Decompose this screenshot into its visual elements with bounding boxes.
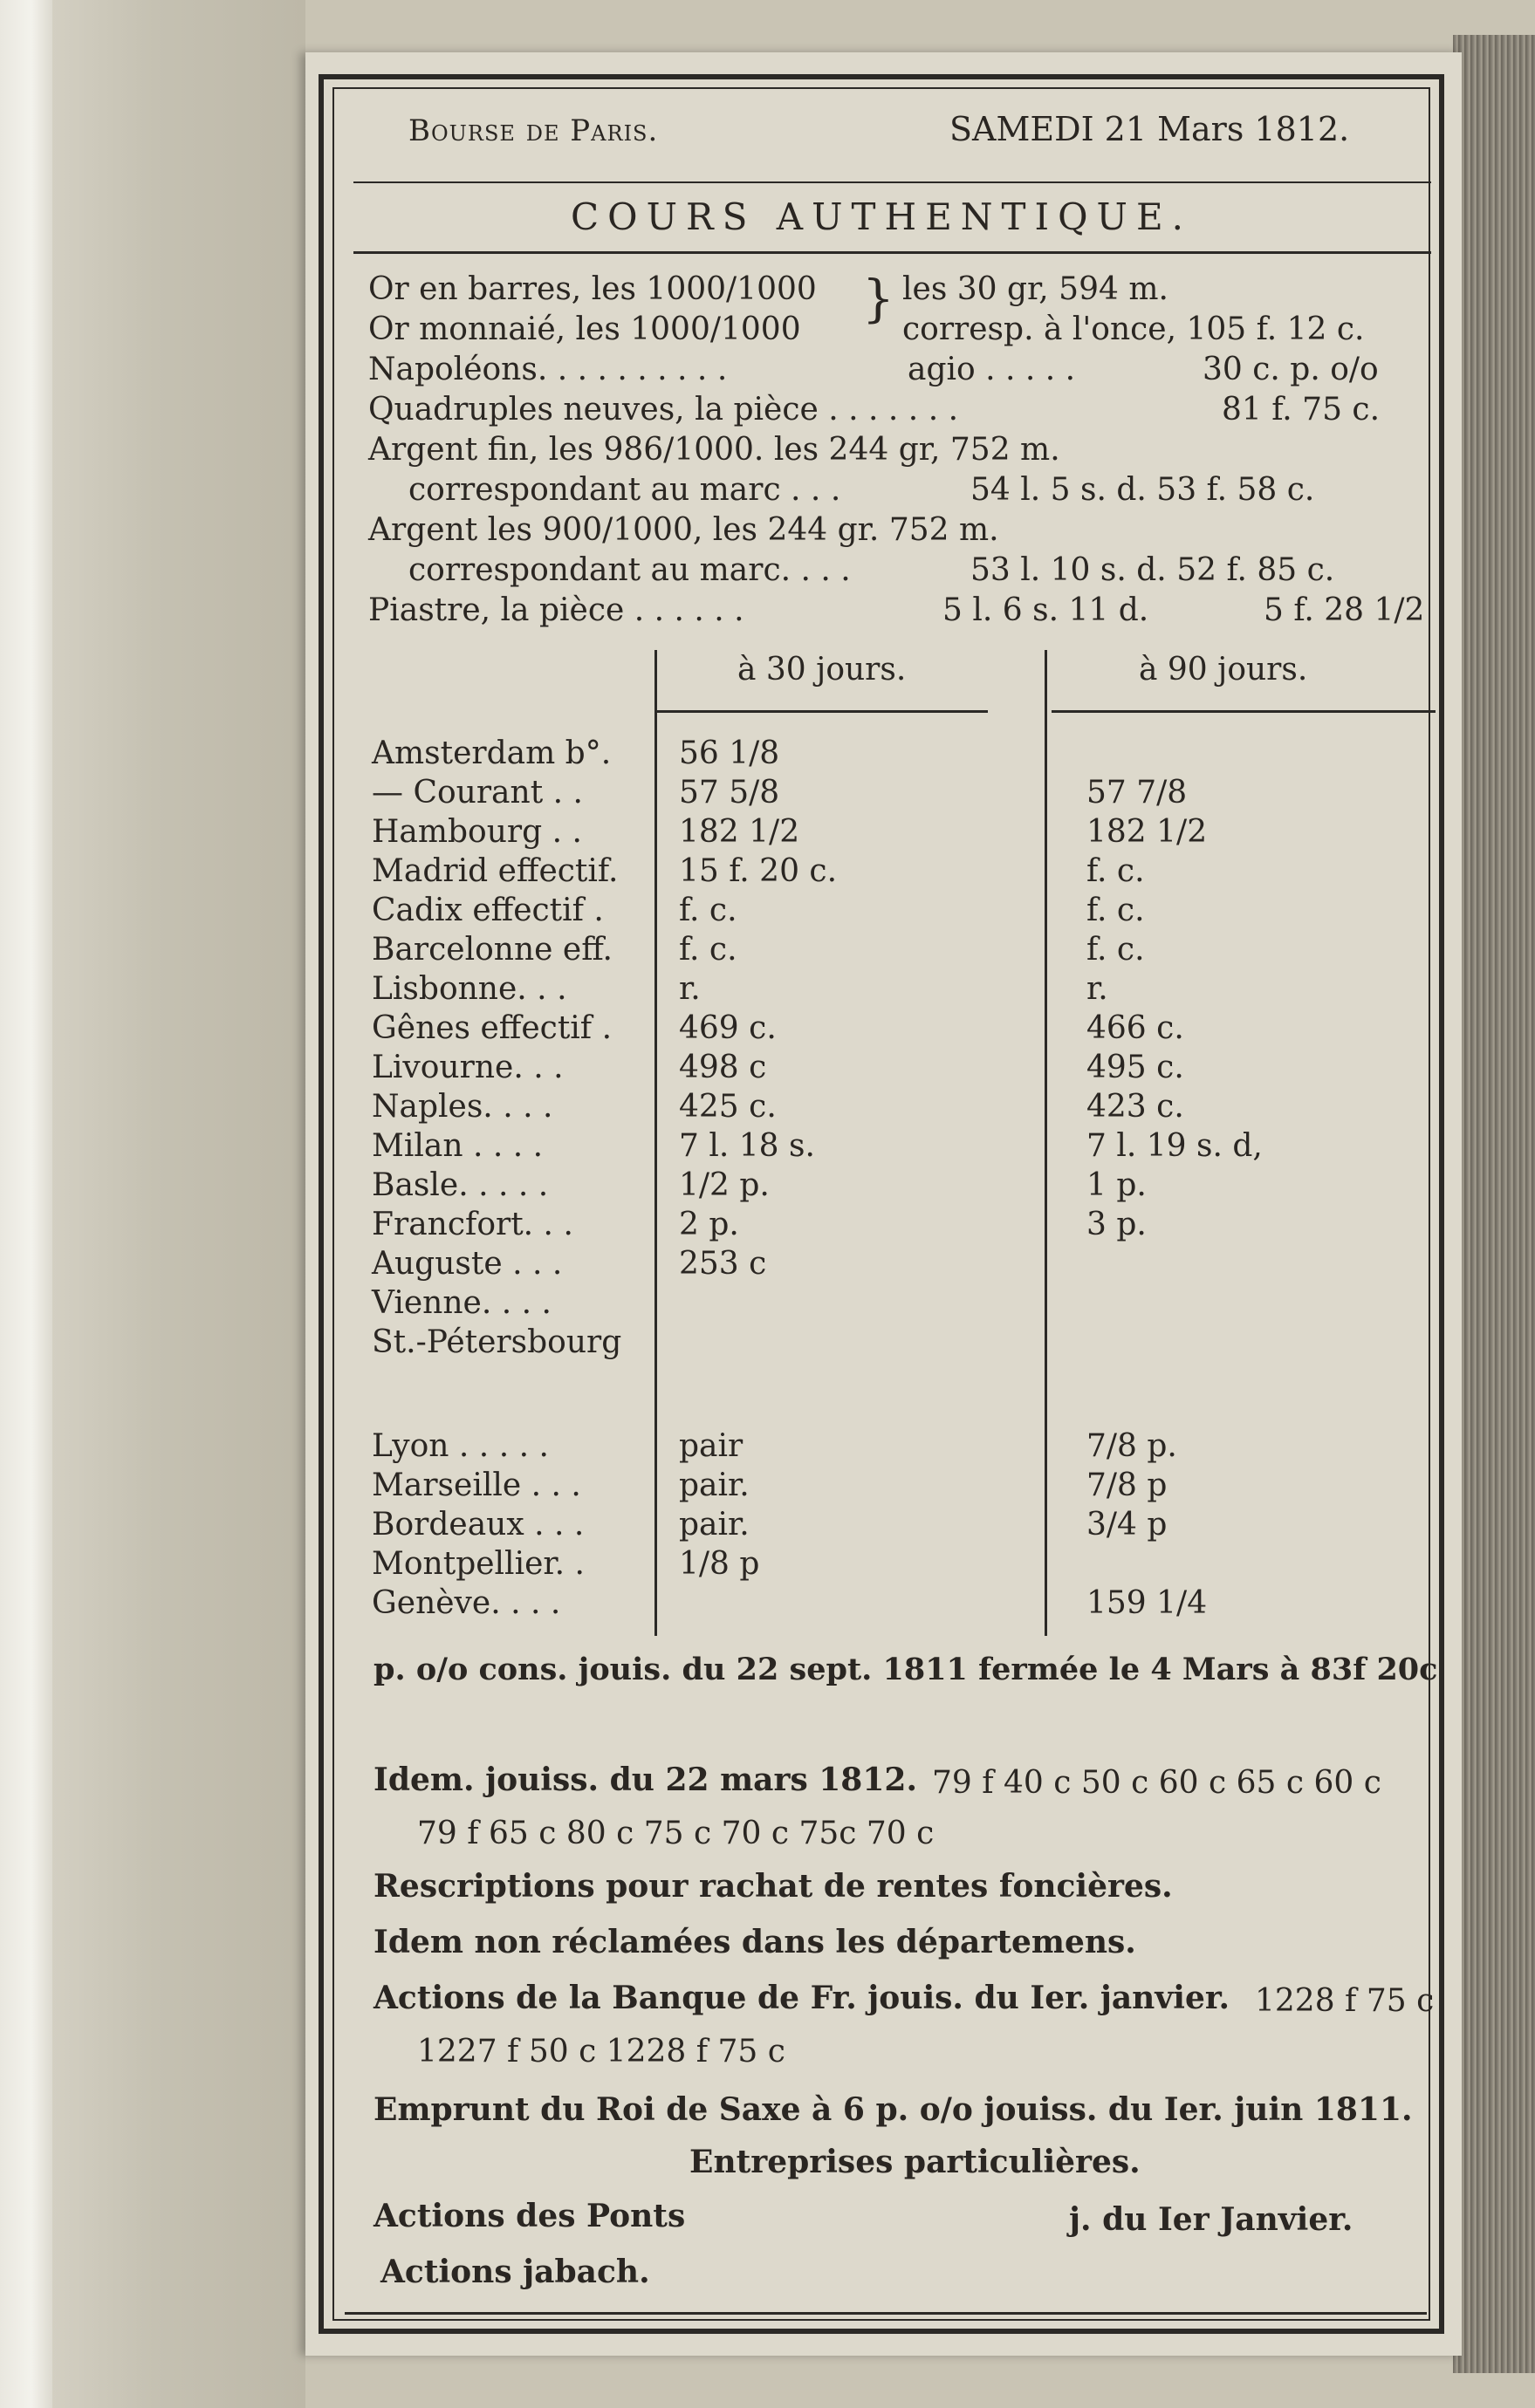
exchange-30-days: f. c. [679,932,737,968]
page-edges [1453,35,1535,2373]
exchange-30-days: 7 l. 18 s. [679,1128,815,1164]
col-30-header: à 30 jours. [737,652,907,688]
ponts-value: j. du Ier Janvier. [1069,2201,1353,2238]
exchange-place: Auguste . . . [372,1246,563,1282]
col-90-rule [1052,710,1436,713]
exchange-90-days: f. c. [1086,932,1145,968]
exchange-place: Milan . . . . [372,1128,544,1164]
argent-fin-line-1: Argent fin, les 986/1000. les 244 gr, 752 m. [368,432,1060,468]
argent-value: 53 l. 10 s. d. 52 f. 85 c. [970,552,1335,588]
exchange-place: St.-Pétersbourg [372,1324,622,1360]
col-90-header: à 90 jours. [1139,652,1308,688]
idem-line-1: Idem. jouiss. du 22 mars 1812. [373,1762,917,1798]
cons-line: p. o/o cons. jouis. du 22 sept. 1811 fermée le 4 Mars à 83f 20c [373,1652,1438,1687]
page-title: COURS AUTHENTIQUE. [571,195,1192,238]
exchange-90-days: 3/4 p [1086,1507,1168,1543]
exchange-30-days: 15 f. 20 c. [679,853,838,889]
exchange-place: — Courant . . [372,775,583,811]
exchange-30-days: pair. [679,1467,750,1503]
entreprises-heading: Entreprises particulières. [689,2144,1141,2180]
bottom-rule [345,2312,1427,2315]
idem-line-1-values: 79 f 40 c 50 c 60 c 65 c 60 c [932,1765,1381,1801]
napoleons-value: 30 c. p. o/o [1203,352,1379,387]
exchange-place: Francfort. . . [372,1207,573,1242]
exchange-30-days: 425 c. [679,1089,777,1125]
exchange-place: Barcelonne eff. [372,932,613,968]
exchange-place: Montpellier. . [372,1546,585,1582]
exchange-90-days: 7/8 p. [1086,1428,1177,1464]
banque-line-2: 1227 f 50 c 1228 f 75 c [417,2034,785,2069]
exchange-place: Gênes effectif . [372,1010,613,1046]
exchange-30-days: f. c. [679,893,737,928]
exchange-place: Vienne. . . . [372,1285,552,1321]
exchange-place: Madrid effectif. [372,853,619,889]
or-barres-line: Or en barres, les 1000/1000 [368,271,817,307]
exchange-30-days: pair. [679,1507,750,1543]
col-30-rule [656,710,988,713]
exchange-30-days: 2 p. [679,1207,739,1242]
facing-page-edge [0,0,52,2408]
piastre-value: 5 f. 28 1/2 [1264,592,1425,628]
exchange-30-days: 182 1/2 [679,814,800,850]
exchange-place: Hambourg . . [372,814,582,850]
argent-fin-value: 54 l. 5 s. d. 53 f. 58 c. [970,472,1315,508]
exchange-30-days: 498 c [679,1050,767,1085]
napoleons-agio: agio . . . . . [908,352,1076,387]
quadruples-value: 81 f. 75 c. [1222,392,1381,428]
exchange-place: Amsterdam b°. [372,735,612,771]
exchange-90-days: 57 7/8 [1086,775,1188,811]
or-brace-line-2: corresp. à l'once, 105 f. 12 c. [902,311,1365,347]
argent-line-2: correspondant au marc. . . . [408,552,851,588]
napoleons-label: Napoléons. . . . . . . . . . [368,352,728,387]
exchange-90-days: 423 c. [1086,1089,1184,1125]
exchange-30-days: 1/2 p. [679,1167,770,1203]
exchange-90-days: 1 p. [1086,1167,1147,1203]
jabach-line: Actions jabach. [380,2254,650,2290]
piastre-mid: 5 l. 6 s. 11 d. [942,592,1149,628]
banque-line: Actions de la Banque de Fr. jouis. du Ier. janvier. [373,1980,1230,2016]
exchange-place: Bordeaux . . . [372,1507,585,1543]
brace-symbol: } [862,269,894,328]
exchange-place: Lisbonne. . . [372,971,567,1007]
exchange-place: Livourne. . . [372,1050,564,1085]
exchange-30-days: 1/8 p [679,1546,760,1582]
exchange-30-days: pair [679,1428,744,1464]
argent-fin-line-2: correspondant au marc . . . [408,472,841,508]
idem-line-2: 79 f 65 c 80 c 75 c 70 c 75c 70 c [417,1816,935,1851]
exchange-90-days: 7 l. 19 s. d, [1086,1128,1263,1164]
exchange-90-days: r. [1086,971,1108,1007]
argent-line-1: Argent les 900/1000, les 244 gr. 752 m. [368,512,999,548]
exchange-place: Naples. . . . [372,1089,553,1125]
header-right: SAMEDI 21 Mars 1812. [949,110,1350,148]
header-left: Bourse de Paris. [408,113,659,148]
idem-non-line: Idem non réclamées dans les départemens. [373,1924,1136,1960]
exchange-90-days: f. c. [1086,893,1145,928]
exchange-30-days: r. [679,971,701,1007]
or-brace-line-1: les 30 gr, 594 m. [902,271,1168,307]
column-divider-right [1045,650,1047,1636]
exchange-place: Basle. . . . . [372,1167,549,1203]
exchange-place: Cadix effectif . [372,893,604,928]
exchange-30-days: 56 1/8 [679,735,780,771]
or-monnaie-line: Or monnaié, les 1000/1000 [368,311,801,347]
header-rule [353,181,1431,183]
title-rule [353,251,1431,254]
exchange-90-days: 159 1/4 [1086,1585,1208,1621]
quadruples-label: Quadruples neuves, la pièce . . . . . . . [368,392,959,428]
banque-value: 1228 f 75 c [1255,1983,1435,2019]
exchange-90-days: 7/8 p [1086,1467,1168,1503]
exchange-place: Lyon . . . . . [372,1428,549,1464]
exchange-place: Marseille . . . [372,1467,581,1503]
exchange-90-days: 3 p. [1086,1207,1147,1242]
piastre-label: Piastre, la pièce . . . . . . [368,592,744,628]
exchange-place: Genève. . . . [372,1585,561,1621]
exchange-90-days: f. c. [1086,853,1145,889]
rescriptions-line: Rescriptions pour rachat de rentes foncières. [373,1868,1173,1905]
exchange-30-days: 469 c. [679,1010,777,1046]
exchange-90-days: 182 1/2 [1086,814,1208,850]
column-divider-left [654,650,657,1636]
ponts-line: Actions des Ponts [373,2198,686,2234]
emprunt-line: Emprunt du Roi de Saxe à 6 p. o/o jouiss. du Ier. juin 1811. [373,2091,1413,2128]
book-gutter [52,0,305,2408]
exchange-30-days: 57 5/8 [679,775,780,811]
exchange-90-days: 495 c. [1086,1050,1184,1085]
exchange-30-days: 253 c [679,1246,767,1282]
exchange-90-days: 466 c. [1086,1010,1184,1046]
